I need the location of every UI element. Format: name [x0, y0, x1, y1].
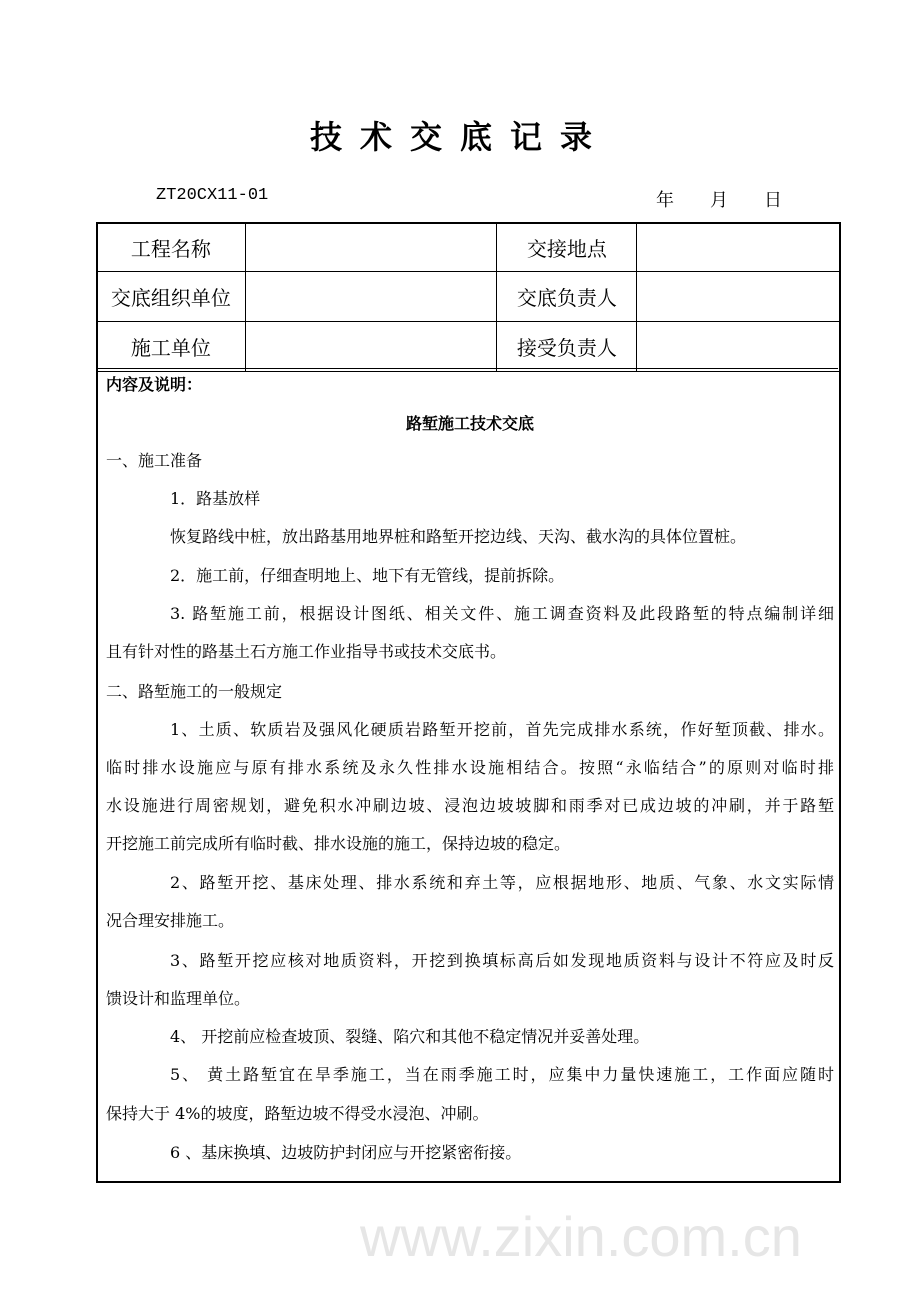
content-label: 内容及说明： [106, 375, 203, 394]
info-table [96, 222, 840, 372]
date-field [656, 186, 818, 212]
content-line: 馈设计和监理单位。 [106, 989, 251, 1008]
contractor-field[interactable] [245, 322, 497, 372]
project-name-field[interactable] [245, 223, 497, 272]
content-line: 6 、基床换填、边坡防护封闭应与开挖紧密衔接。 [170, 1143, 522, 1162]
document-title: 技术交底记录 [309, 118, 610, 156]
content-line: 2．施工前，仔细查明地上、地下有无管线，提前拆除。 [170, 566, 565, 585]
content-line: 水设施进行周密规划，避免积水冲刷边坡、浸泡边坡坡脚和雨季对已成边坡的冲刷，并于路堑 [106, 796, 834, 815]
content-line: 保持大于 4%的坡度，路堑边坡不得受水浸泡、冲刷。 [106, 1104, 489, 1123]
table-row [97, 223, 840, 272]
day-label: 日 [764, 190, 782, 211]
content-line: 开挖施工前完成所有临时截、排水设施的施工，保持边坡的稳定。 [106, 834, 571, 853]
handover-location-field[interactable] [637, 223, 840, 272]
year-label: 年 [656, 190, 674, 211]
receiver-lead-field[interactable] [637, 322, 840, 372]
content-section [98, 368, 838, 1181]
contractor-label: 施工单位 [97, 322, 246, 372]
content-line: 二、路堑施工的一般规定 [106, 682, 283, 701]
table-row [97, 322, 840, 372]
watermark: www.zixin.com.cn [360, 1205, 802, 1268]
content-line: 3. 路堑施工前，根据设计图纸、相关文件、施工调查资料及此段路堑的特点编制详细 [170, 604, 834, 623]
content-line: 一、施工准备 [106, 451, 203, 470]
content-line: 临时排水设施应与原有排水系统及永久性排水设施相结合。按照“永临结合”的原则对临时排 [106, 758, 834, 777]
briefing-lead-label: 交底负责人 [497, 272, 637, 322]
content-line: 2、路堑开挖、基床处理、排水系统和弃土等，应根据地形、地质、气象、水文实际情 [170, 873, 834, 892]
content-line: 1、土质、软质岩及强风化硬质岩路堑开挖前，首先完成排水系统，作好堑顶截、排水。 [170, 720, 834, 739]
content-line: 1．路基放样 [170, 489, 261, 508]
table-row [97, 272, 840, 322]
content-line: 恢复路线中桩，放出路基用地界桩和路堑开挖边线、天沟、截水沟的具体位置桩。 [170, 527, 747, 546]
organizer-label: 交底组织单位 [97, 272, 246, 322]
content-line: 5、 黄土路堑宜在旱季施工，当在雨季施工时，应集中力量快速施工，工作面应随时 [170, 1065, 834, 1084]
content-line: 且有针对性的路基土石方施工作业指导书或技术交底书。 [106, 642, 507, 661]
month-label: 月 [710, 190, 728, 211]
content-heading: 路堑施工技术交底 [405, 414, 534, 433]
handover-location-label: 交接地点 [497, 223, 637, 272]
organizer-field[interactable] [245, 272, 497, 322]
content-line: 3、路堑开挖应核对地质资料，开挖到换填标高后如发现地质资料与设计不符应及时反 [170, 951, 834, 970]
content-line: 4、 开挖前应检查坡顶、裂缝、陷穴和其他不稳定情况并妥善处理。 [170, 1027, 650, 1046]
receiver-lead-label: 接受负责人 [497, 322, 637, 372]
project-name-label: 工程名称 [97, 223, 246, 272]
content-line: 况合理安排施工。 [106, 911, 235, 930]
briefing-lead-field[interactable] [637, 272, 840, 322]
document-code: ZT20CX11-01 [156, 186, 269, 205]
